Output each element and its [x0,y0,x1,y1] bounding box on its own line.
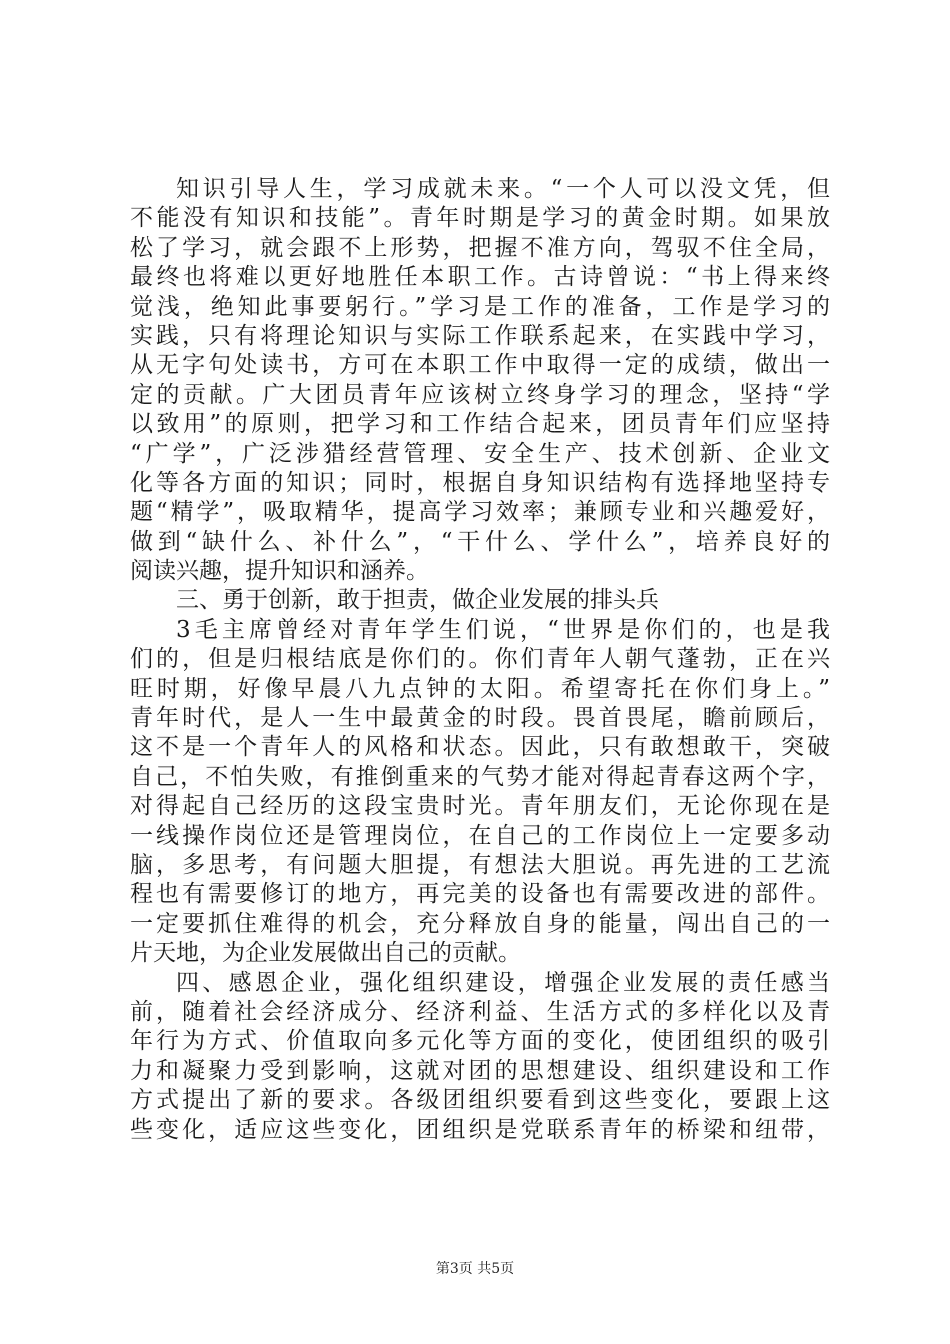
text-line: 最终也将难以更好地胜任本职工作。古诗曾说：“书上得来终 [130,264,830,291]
text-line: 这不是一个青年人的风格和状态。因此，只有敢想敢干，突破 [130,734,830,761]
text-line: 旺时期，好像早晨八九点钟的太阳。希望寄托在你们身上。” [130,675,830,702]
text-line: 程也有需要修订的地方，再完美的设备也有需要改进的部件。 [130,881,830,908]
text-line: 前，随着社会经济成分、经济利益、生活方式的多样化以及青 [130,998,830,1025]
text-line: 一线操作岗位还是管理岗位，在自己的工作岗位上一定要多动 [130,822,830,849]
text-line: 青年时代，是人一生中最黄金的时段。畏首畏尾，瞻前顾后， [130,705,830,732]
text-line: 自己，不怕失败，有推倒重来的气势才能对得起青春这两个字， [130,763,830,790]
text-line: 方式提出了新的要求。各级团组织要看到这些变化，要跟上这 [130,1087,830,1114]
text-line: 知识引导人生，学习成就未来。“一个人可以没文凭，但 [176,176,830,202]
document-body [130,175,830,1145]
text-line: 化等各方面的知识；同时，根据自身知识结构有选择地坚持专 [130,469,830,496]
text-line: 年行为方式、价值取向多元化等方面的变化，使团组织的吸引 [130,1028,830,1055]
text-line: “广学”，广泛涉猎经营管理、安全生产、技术创新、企业文 [130,440,830,467]
text-line: 力和凝聚力受到影响，这就对团的思想建设、组织建设和工作 [130,1057,830,1084]
text-line: 实践，只有将理论知识与实际工作联系起来，在实践中学习， [130,322,830,349]
text-line: 阅读兴趣，提升知识和涵养。 [130,558,429,585]
text-line: 片天地，为企业发展做出自己的贡献。 [130,940,521,967]
text-line: 些变化，适应这些变化，团组织是党联系青年的桥梁和纽带， [130,1116,830,1143]
text-line: 三、勇于创新，敢于担责，做企业发展的排头兵 [176,587,659,614]
text-line: 做到“缺什么、补什么”，“干什么、学什么”，培养良好的 [130,528,830,555]
text-line: 题“精学”，吸取精华，提高学习效率；兼顾专业和兴趣爱好， [130,499,830,526]
text-line: 脑，多思考，有问题大胆提，有想法大胆说。再先进的工艺流 [130,851,830,878]
text-line: 定的贡献。广大团员青年应该树立终身学习的理念，坚持“学 [130,381,830,408]
text-line: 四、感恩企业，强化组织建设，增强企业发展的责任感当 [176,969,830,996]
text-line: 一定要抓住难得的机会，充分释放自身的能量，闯出自己的一 [130,910,830,937]
text-line: 对得起自己经历的这段宝贵时光。青年朋友们，无论你现在是 [130,793,830,820]
text-line: 觉浅，绝知此事要躬行。”学习是工作的准备，工作是学习的 [130,293,830,320]
text-line: 3毛主席曾经对青年学生们说，“世界是你们的，也是我 [176,616,830,643]
text-line: 从无字句处读书，方可在本职工作中取得一定的成绩，做出一 [130,352,830,379]
text-line: 松了学习，就会跟不上形势，把握不准方向，驾驭不住全局， [130,234,830,261]
page-footer: 第3页 共5页 [435,1261,515,1277]
text-line: 不能没有知识和技能”。青年时期是学习的黄金时期。如果放 [130,205,830,232]
text-line: 们的，但是归根结底是你们的。你们青年人朝气蓬勃，正在兴 [130,646,830,673]
text-line: 以致用”的原则，把学习和工作结合起来，团员青年们应坚持 [130,411,830,438]
